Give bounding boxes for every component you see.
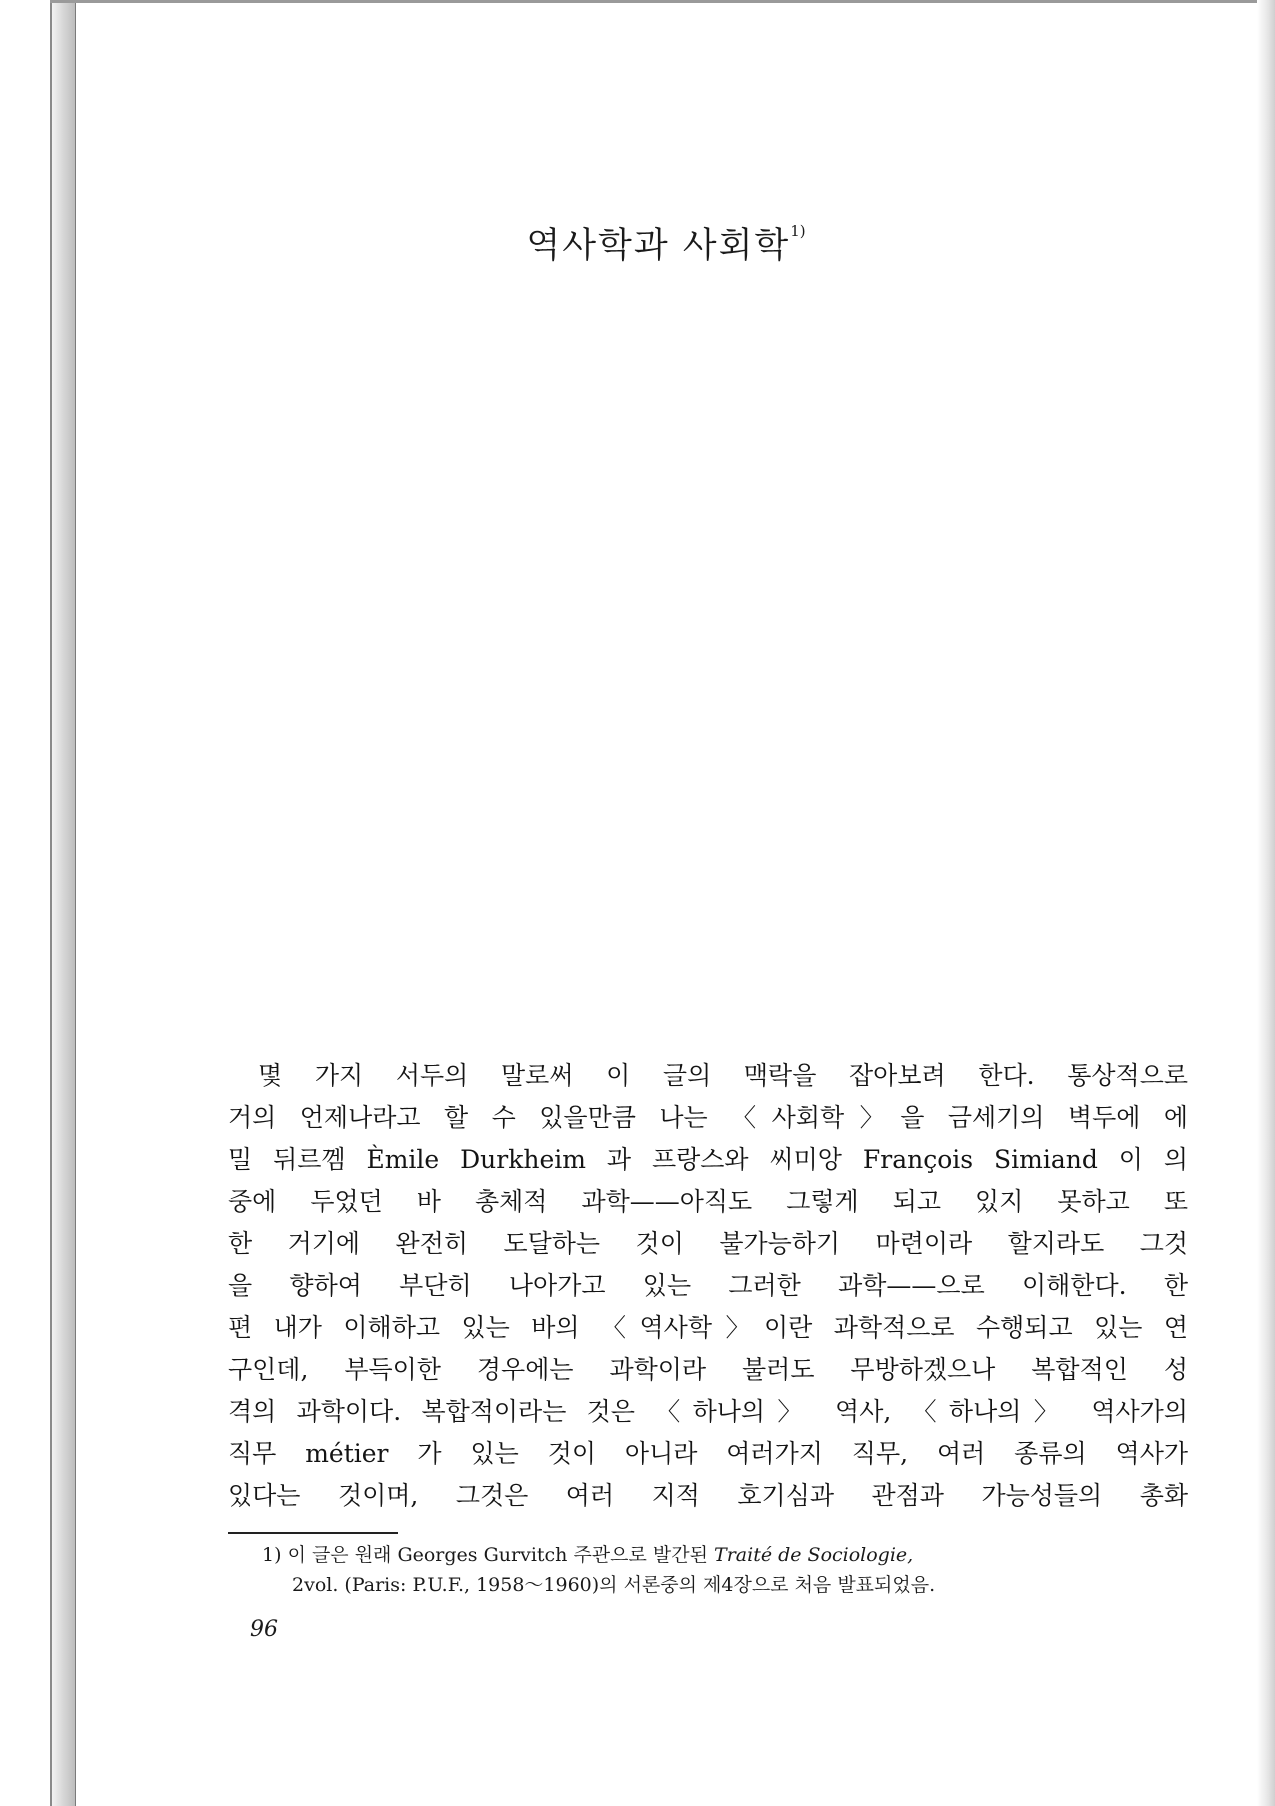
page-number: 96 [250, 1617, 278, 1642]
body-line: 직무 métier 가 있는 것이 아니라 여러가지 직무, 여러 종류의 역사가 [228, 1439, 1188, 1468]
body-line: 한 거기에 완전히 도달하는 것이 불가능하기 마련이라 할지라도 그것 [228, 1229, 1188, 1258]
book-spine-edge [50, 0, 76, 1806]
body-paragraph [228, 1055, 1188, 1517]
body-line: 밀 뒤르껨 Èmile Durkheim 과 프랑스와 씨미앙 François Simiand 이 의 [228, 1145, 1188, 1174]
body-line: 구인데, 부득이한 경우에는 과학이라 불러도 무방하겠으나 복합적인 성 [228, 1355, 1188, 1384]
book-page [76, 3, 1256, 1803]
body-line: 을 향하여 부단히 나아가고 있는 그러한 과학——으로 이해한다. 한 [228, 1271, 1188, 1300]
body-line: 있다는 것이며, 그것은 여러 지적 호기심과 관점과 가능성들의 총화 [228, 1481, 1188, 1510]
footnote-line-2: 2vol. (Paris: P.U.F., 1958～1960)의 서론중의 제4장으로 처음 발표되었음. [292, 1574, 936, 1596]
footnote-text: 이 글은 원래 Georges Gurvitch 주관으로 발간된 [287, 1544, 708, 1566]
footnote-divider [228, 1532, 398, 1534]
body-line: 중에 두었던 바 총체적 과학——아직도 그렇게 되고 있지 못하고 또 [228, 1187, 1188, 1216]
body-line: 격의 과학이다. 복합적이라는 것은 〈하나의〉 역사, 〈하나의〉 역사가의 [228, 1397, 1188, 1426]
title-footnote-marker: 1) [790, 222, 806, 240]
body-line: 거의 언제나라고 할 수 있을만큼 나는 〈사회학〉을 금세기의 벽두에 에 [228, 1103, 1188, 1132]
footnote-book-title: Traité de Sociologie, [714, 1544, 914, 1566]
footnote-marker: 1) [262, 1544, 282, 1566]
footnote-block [262, 1540, 1162, 1600]
footnote-line-1 [262, 1540, 1162, 1570]
body-line: 몇 가지 서두의 말로써 이 글의 맥락을 잡아보려 한다. 통상적으로 [258, 1061, 1188, 1090]
body-line: 편 내가 이해하고 있는 바의 〈역사학〉이란 과학적으로 수행되고 있는 연 [228, 1313, 1188, 1342]
page-right-edge-shadow [1257, 0, 1275, 1806]
chapter-title-text: 역사학과 사회학 [526, 226, 791, 266]
chapter-title [76, 218, 1256, 268]
